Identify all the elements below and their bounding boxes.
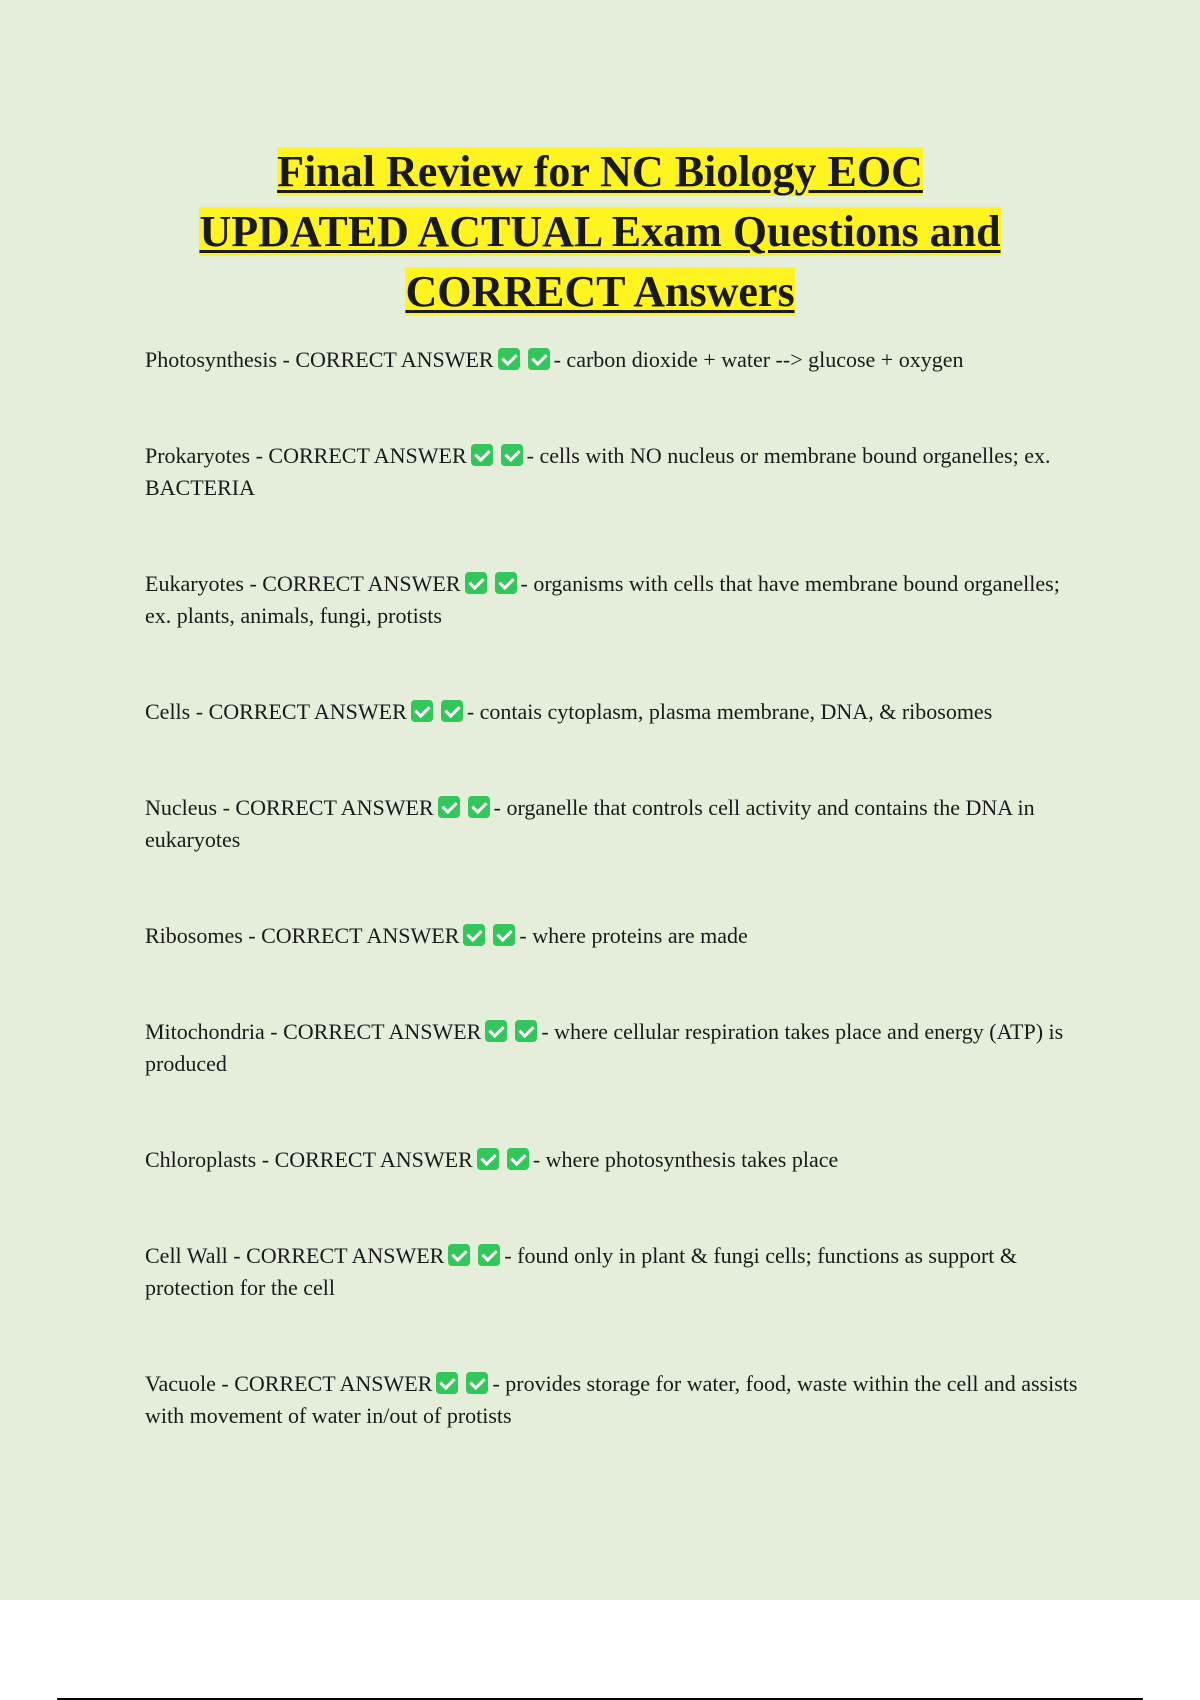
qa-item: Ribosomes - CORRECT ANSWER - where proteins are made	[145, 923, 748, 948]
qa-item: Mitochondria - CORRECT ANSWER - where cellular respiration takes place and energy (ATP) is produced	[145, 1019, 1064, 1076]
qa-item: Prokaryotes - CORRECT ANSWER - cells with NO nucleus or membrane bound organelles; ex. BACTERIA	[145, 443, 1051, 500]
checkmark-icon	[493, 924, 515, 946]
answer-marker: CORRECT ANSWER	[261, 923, 460, 948]
qa-item: Chloroplasts - CORRECT ANSWER - where photosynthesis takes place	[145, 1147, 839, 1172]
answer-text: - carbon dioxide + water --> glucose + oxygen	[553, 347, 964, 372]
answer-text: - organelle that controls cell activity and contains the DNA in eukaryotes	[145, 795, 1035, 852]
checkmark-icon	[477, 1148, 499, 1170]
checkmark-icon	[463, 924, 485, 946]
answer-text: - provides storage for water, food, waste within the cell and assists with movement of water in/out of protists	[145, 1371, 1078, 1428]
answer-text: - where photosynthesis takes place	[532, 1147, 839, 1172]
checkmark-icon	[468, 796, 490, 818]
answer-marker: CORRECT ANSWER	[246, 1243, 445, 1268]
answer-text: - cells with NO nucleus or membrane bound organelles; ex. BACTERIA	[145, 443, 1051, 500]
checkmark-icon	[466, 1372, 488, 1394]
term-label: Eukaryotes	[145, 571, 244, 596]
checkmark-icon	[411, 700, 433, 722]
answer-text: - where cellular respiration takes place and energy (ATP) is produced	[145, 1019, 1064, 1076]
term-label: Chloroplasts	[145, 1147, 257, 1172]
term-label: Vacuole	[145, 1371, 216, 1396]
answer-text: - contais cytoplasm, plasma membrane, DNA, & ribosomes	[466, 699, 993, 724]
answer-marker: CORRECT ANSWER	[274, 1147, 473, 1172]
answer-marker: CORRECT ANSWER	[234, 1371, 433, 1396]
term-label: Cells	[145, 699, 191, 724]
answer-marker: CORRECT ANSWER	[268, 443, 467, 468]
qa-list	[145, 344, 1080, 1496]
title-line: UPDATED ACTUAL Exam Questions and	[199, 207, 1001, 256]
checkmark-icon	[498, 348, 520, 370]
checkmark-icon	[478, 1244, 500, 1266]
qa-item: Cells - CORRECT ANSWER - contais cytoplasm, plasma membrane, DNA, & ribosomes	[145, 699, 993, 724]
term-label: Mitochondria	[145, 1019, 265, 1044]
qa-item: Nucleus - CORRECT ANSWER - organelle that controls cell activity and contains the DNA in eukaryotes	[145, 795, 1035, 852]
qa-item: Photosynthesis - CORRECT ANSWER - carbon dioxide + water --> glucose + oxygen	[145, 347, 964, 372]
answer-marker: CORRECT ANSWER	[283, 1019, 482, 1044]
term-label: Prokaryotes	[145, 443, 251, 468]
checkmark-icon	[465, 572, 487, 594]
title-line: Final Review for NC Biology EOC	[277, 147, 923, 196]
checkmark-icon	[528, 348, 550, 370]
checkmark-icon	[507, 1148, 529, 1170]
answer-text: - organisms with cells that have membrane bound organelles; ex. plants, animals, fungi, protists	[145, 571, 1060, 628]
checkmark-icon	[438, 796, 460, 818]
term-label: Nucleus	[145, 795, 218, 820]
answer-text: - where proteins are made	[519, 923, 748, 948]
qa-item: Vacuole - CORRECT ANSWER - provides storage for water, food, waste within the cell and assists with movement of water in/out of protists	[145, 1371, 1078, 1428]
checkmark-icon	[495, 572, 517, 594]
term-label: Cell Wall	[145, 1243, 228, 1268]
checkmark-icon	[485, 1020, 507, 1042]
answer-marker: CORRECT ANSWER	[295, 347, 494, 372]
checkmark-icon	[515, 1020, 537, 1042]
checkmark-icon	[501, 444, 523, 466]
checkmark-icon	[436, 1372, 458, 1394]
qa-item: Cell Wall - CORRECT ANSWER - found only in plant & fungi cells; functions as support & protection for the cell	[145, 1243, 1018, 1300]
term-label: Photosynthesis	[145, 347, 278, 372]
answer-text: - found only in plant & fungi cells; functions as support & protection for the cell	[145, 1243, 1018, 1300]
checkmark-icon	[441, 700, 463, 722]
answer-marker: CORRECT ANSWER	[235, 795, 434, 820]
qa-item: Eukaryotes - CORRECT ANSWER - organisms with cells that have membrane bound organelles; ex. plants, animals, fungi, protists	[145, 571, 1060, 628]
checkmark-icon	[448, 1244, 470, 1266]
checkmark-icon	[471, 444, 493, 466]
page-title	[100, 142, 1100, 322]
term-label: Ribosomes	[145, 923, 243, 948]
answer-marker: CORRECT ANSWER	[262, 571, 461, 596]
answer-marker: CORRECT ANSWER	[208, 699, 407, 724]
title-line: CORRECT Answers	[405, 267, 795, 316]
